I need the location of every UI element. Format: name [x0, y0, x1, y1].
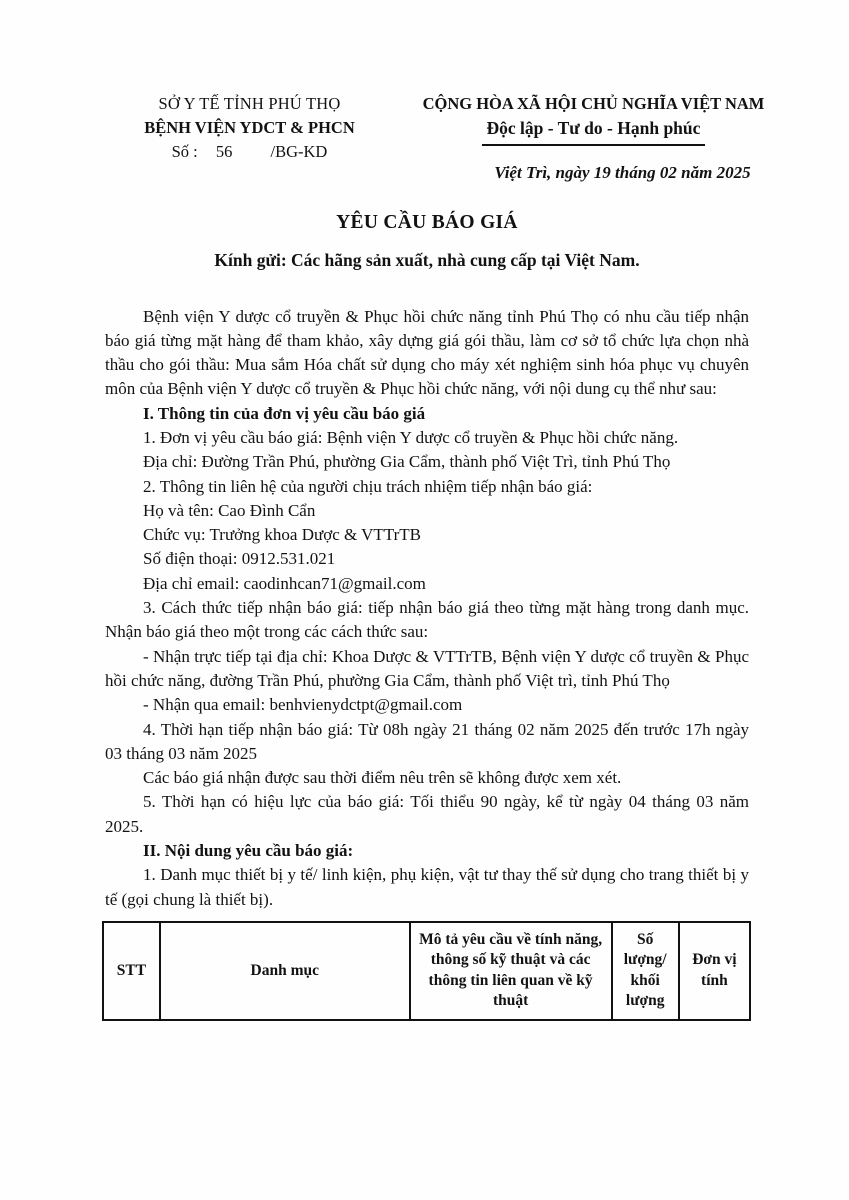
table-header-cell: Danh mục: [160, 922, 410, 1020]
table-header-cell: STT: [103, 922, 160, 1020]
paragraph: Bệnh viện Y dược cổ truyền & Phục hồi chức năng tỉnh Phú Thọ có nhu cầu tiếp nhận báo giá từng mặt hàng để tham khảo, xây dựng giá gói thầu, làm cơ sở tổ chức lựa chọn nhà thầu cho gói thầu: Mua sắm Hóa chất sử dụng cho máy xét nghiệm sinh hóa phục vụ chuyên môn của Bệnh viện Y dược cổ truyền & Phục hồi chức năng, với nội dung cụ thể như sau:: [105, 306, 749, 399]
paragraph: Số điện thoại: 0912.531.021: [143, 549, 336, 569]
table-header-cell: Số lượng/ khối lượng: [612, 922, 679, 1020]
section-heading: II. Nội dung yêu cầu báo giá:: [143, 841, 354, 861]
issuing-org-block: [105, 92, 394, 185]
paragraph: 1. Đơn vị yêu cầu báo giá: Bệnh viện Y dược cổ truyền & Phục hồi chức năng.: [143, 427, 679, 447]
document-header: [105, 92, 793, 185]
paragraph: - Nhận qua email: benhvienydctpt@gmail.com: [143, 695, 463, 715]
paragraph: Địa chỉ: Đường Trần Phú, phường Gia Cẩm, thành phố Việt Trì, tỉnh Phú Thọ: [143, 452, 671, 472]
paragraph: Chức vụ: Trưởng khoa Dược & VTTrTB: [143, 525, 421, 545]
salutation-line: Kính gửi: Các hãng sản xuất, nhà cung cấp tại Việt Nam.: [214, 249, 640, 270]
document-number-label: Số :: [171, 142, 198, 161]
paragraph: 1. Danh mục thiết bị y tế/ linh kiện, phụ kiện, vật tư thay thế sử dụng cho trang thiết bị y tế (gọi chung là thiết bị).: [105, 865, 749, 909]
document-number-suffix: /BG-KD: [270, 142, 328, 161]
national-motto-block: [394, 92, 793, 185]
document-number-line: [105, 140, 394, 164]
table-header-cell: Mô tả yêu cầu về tính năng, thông số kỹ thuật và các thông tin liên quan về kỹ thuật: [410, 922, 612, 1020]
paragraph: Các báo giá nhận được sau thời điểm nêu trên sẽ không được xem xét.: [143, 768, 622, 788]
motto-line: [394, 117, 793, 147]
motto-text: Độc lập - Tư do - Hạnh phúc: [482, 117, 706, 147]
quotation-table: [102, 921, 751, 1021]
table-header-cell: Đơn vị tính: [679, 922, 750, 1020]
org-name: BỆNH VIỆN YDCT & PHCN: [144, 117, 355, 137]
country-title: CỘNG HÒA XÃ HỘI CHỦ NGHĨA VIỆT NAM: [422, 94, 765, 113]
paragraph: - Nhận trực tiếp tại địa chỉ: Khoa Dược & VTTrTB, Bệnh viện Y dược cổ truyền & Phục hồi chức năng, đường Trần Phú, phường Gia Cẩm, thành phố Việt trì, tỉnh Phú Thọ: [105, 646, 749, 690]
paragraph: Địa chỉ email: caodinhcan71@gmail.com: [143, 573, 426, 593]
paragraph: 5. Thời hạn có hiệu lực của báo giá: Tối thiểu 90 ngày, kể từ ngày 04 tháng 03 năm 2025.: [105, 792, 749, 836]
document-body: [105, 305, 749, 912]
paragraph: Họ và tên: Cao Đình Cẩn: [143, 500, 316, 520]
paragraph: 4. Thời hạn tiếp nhận báo giá: Từ 08h ngày 21 tháng 02 năm 2025 đến trước 17h ngày 03 tháng 03 năm 2025: [105, 719, 749, 763]
org-parent-name: SỞ Y TẾ TỈNH PHÚ THỌ: [158, 94, 341, 113]
paragraph: 3. Cách thức tiếp nhận báo giá: tiếp nhận báo giá theo từng mặt hàng trong danh mục. Nhận báo giá theo một trong các cách thức sau:: [105, 598, 749, 642]
table-header-row: [103, 922, 750, 1020]
paragraph: 2. Thông tin liên hệ của người chịu trách nhiệm tiếp nhận báo giá:: [143, 476, 593, 496]
document-title: YÊU CẦU BÁO GIÁ: [336, 211, 518, 233]
document-number-value: 56: [215, 142, 233, 161]
section-heading: I. Thông tin của đơn vị yêu cầu báo giá: [143, 403, 426, 423]
place-and-date-line: Việt Trì, ngày 19 tháng 02 năm 2025: [494, 163, 751, 182]
